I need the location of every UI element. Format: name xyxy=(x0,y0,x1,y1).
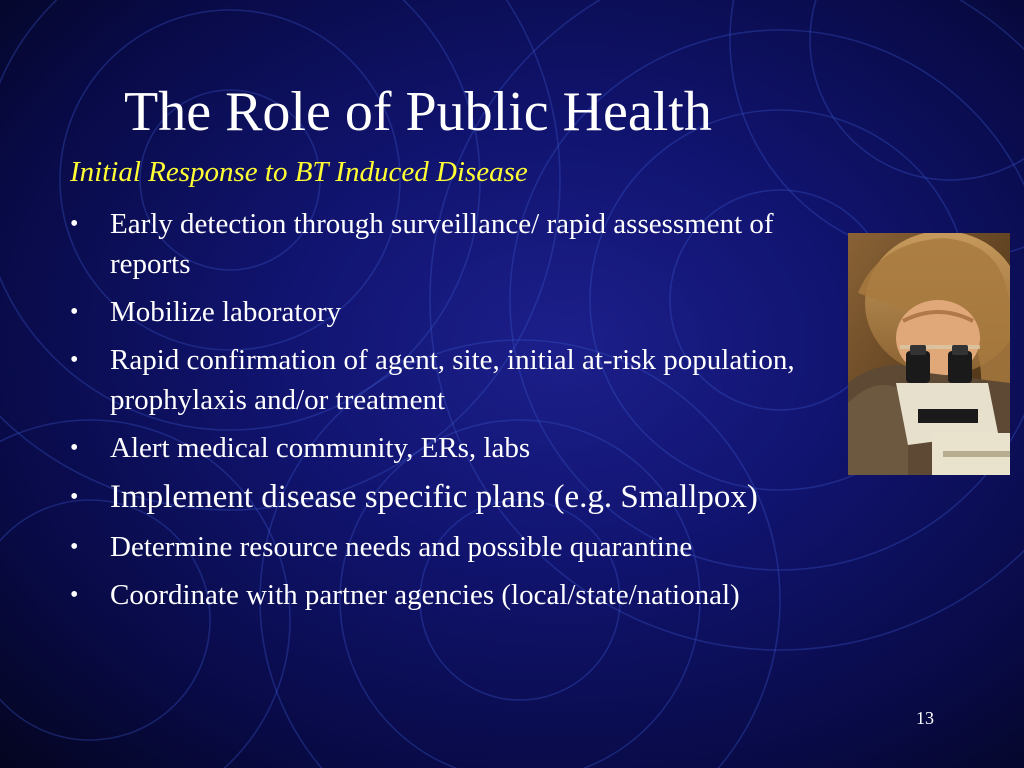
bullet-item xyxy=(70,428,830,468)
bullet-text: Early detection through surveillance/ rapid assessment of reports xyxy=(110,208,774,280)
bullet-item xyxy=(70,527,830,567)
woman-microscope-illustration xyxy=(848,233,1010,475)
bullet-dot-icon: • xyxy=(70,582,79,608)
bullet-dot-icon: • xyxy=(70,347,79,373)
bullet-text: Determine resource needs and possible quarantine xyxy=(110,531,693,563)
microscope-photo xyxy=(848,233,1010,475)
bullet-text: Rapid confirmation of agent, site, initial at-risk population, prophylaxis and/or treatment xyxy=(110,344,795,416)
bullet-dot-icon: • xyxy=(70,484,79,510)
bullet-dot-icon: • xyxy=(70,534,79,560)
bullet-item xyxy=(70,204,830,284)
bullet-text: Coordinate with partner agencies (local/state/national) xyxy=(110,579,740,611)
bullet-list xyxy=(70,204,830,623)
page-number: 13 xyxy=(916,708,934,728)
bullet-dot-icon: • xyxy=(70,299,79,325)
slide-subtitle: Initial Response to BT Induced Disease xyxy=(70,156,528,188)
bullet-item xyxy=(70,340,830,420)
bullet-item xyxy=(70,575,830,615)
bullet-item xyxy=(70,292,830,332)
bullet-item xyxy=(70,476,830,519)
bullet-dot-icon: • xyxy=(70,435,79,461)
bullet-dot-icon: • xyxy=(70,211,79,237)
bullet-text: Mobilize laboratory xyxy=(110,296,342,328)
bullet-text: Alert medical community, ERs, labs xyxy=(110,432,531,464)
slide-title: The Role of Public Health xyxy=(124,81,712,143)
bullet-text: Implement disease specific plans (e.g. Smallpox) xyxy=(110,479,758,515)
